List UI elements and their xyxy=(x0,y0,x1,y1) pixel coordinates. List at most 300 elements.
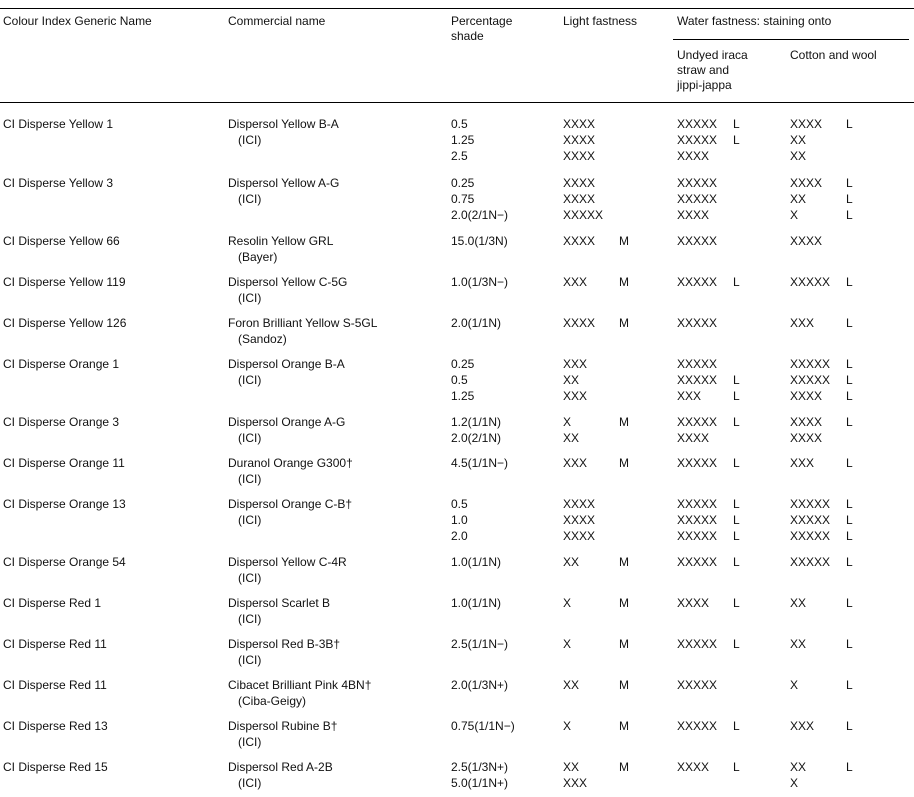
cotton-wool-staining-rating: XXXXX xyxy=(790,357,831,371)
percentage-shade: 2.5(1/3N+) xyxy=(451,760,509,774)
light-fastness-marker: M xyxy=(619,719,629,733)
cotton-wool-staining-rating: XX xyxy=(790,192,807,206)
light-fastness-rating: XX xyxy=(563,678,580,692)
light-fastness-rating: XXX xyxy=(563,776,588,790)
undyed-straw-staining-line xyxy=(677,554,740,570)
percentage-shade-cell xyxy=(451,175,508,223)
light-fastness-cell xyxy=(563,718,629,734)
percentage-shade: 1.0(1/1N) xyxy=(451,555,502,569)
cotton-wool-staining-marker: L xyxy=(846,357,853,371)
percentage-shade-cell xyxy=(451,315,501,331)
light-fastness-line xyxy=(563,207,603,223)
percentage-shade-cell xyxy=(451,116,474,164)
light-fastness-line xyxy=(563,636,629,652)
cotton-wool-staining-rating: XXXXX xyxy=(790,275,831,289)
light-fastness-marker: M xyxy=(619,456,629,470)
commercial-name-cell xyxy=(228,595,330,627)
undyed-straw-staining-cell xyxy=(677,116,740,164)
generic-name: CI Disperse Red 13 xyxy=(3,719,108,733)
generic-name: CI Disperse Orange 54 xyxy=(3,555,126,569)
cotton-wool-staining-marker: L xyxy=(846,555,853,569)
percentage-shade-cell xyxy=(451,233,508,249)
generic-name: CI Disperse Red 11 xyxy=(3,678,107,692)
undyed-straw-staining-line xyxy=(677,430,717,446)
percentage-shade-cell xyxy=(451,455,508,471)
undyed-straw-staining-rating: XXXXX xyxy=(677,117,718,131)
undyed-straw-staining-marker: L xyxy=(733,719,740,733)
undyed-straw-staining-marker: L xyxy=(733,415,740,429)
commercial-name: Dispersol Yellow C-5G xyxy=(228,275,348,289)
manufacturer: (Ciba-Geigy) xyxy=(238,694,307,708)
cotton-wool-staining-line xyxy=(790,148,822,164)
percentage-shade: 1.2(1/1N) xyxy=(451,415,502,429)
manufacturer: (ICI) xyxy=(238,653,262,667)
light-fastness-marker: M xyxy=(619,316,629,330)
undyed-straw-staining-rating: XXXXX xyxy=(677,456,718,470)
undyed-straw-staining-line xyxy=(677,191,717,207)
undyed-straw-staining-cell xyxy=(677,356,740,404)
light-fastness-line xyxy=(563,759,629,775)
percentage-shade-cell xyxy=(451,636,508,652)
cotton-wool-staining-line xyxy=(790,759,853,775)
cotton-wool-staining-cell xyxy=(790,677,853,693)
undyed-straw-staining-marker: L xyxy=(733,529,740,543)
light-fastness-line xyxy=(563,388,587,404)
undyed-straw-staining-line xyxy=(677,132,740,148)
undyed-straw-staining-line xyxy=(677,207,717,223)
cotton-wool-staining-rating: XXX xyxy=(790,719,815,733)
commercial-name: Dispersol Red B-3B† xyxy=(228,637,341,651)
cotton-wool-staining-rating: XXXXX xyxy=(790,373,831,387)
undyed-straw-staining-rating: XXXXX xyxy=(677,513,718,527)
percentage-shade: 2.0(2/1N−) xyxy=(451,208,509,222)
manufacturer: (ICI) xyxy=(238,571,262,585)
cotton-wool-staining-marker: L xyxy=(846,719,853,733)
percentage-shade-cell xyxy=(451,414,501,446)
light-fastness-cell xyxy=(563,636,629,652)
light-fastness-rating: XXXX xyxy=(563,513,596,527)
cotton-wool-staining-rating: XX xyxy=(790,637,807,651)
percentage-shade: 15.0(1/3N) xyxy=(451,234,508,248)
undyed-straw-staining-cell xyxy=(677,496,740,544)
percentage-shade-cell xyxy=(451,595,501,611)
light-fastness-marker: M xyxy=(619,760,629,774)
cotton-wool-staining-marker: L xyxy=(846,596,853,610)
cotton-wool-staining-rating: X xyxy=(790,678,799,692)
cotton-wool-staining-rating: X xyxy=(790,208,799,222)
commercial-name-cell xyxy=(228,455,353,487)
percentage-shade: 0.5 xyxy=(451,497,468,511)
light-fastness-rating: XXXX xyxy=(563,133,596,147)
light-fastness-cell xyxy=(563,315,629,331)
percentage-shade: 2.0(1/3N+) xyxy=(451,678,509,692)
water-fastness-subrule xyxy=(673,39,909,40)
light-fastness-line xyxy=(563,718,629,734)
light-fastness-rating: X xyxy=(563,415,572,429)
undyed-straw-staining-marker: L xyxy=(733,275,740,289)
manufacturer: (ICI) xyxy=(238,133,262,147)
percentage-shade: 1.0(1/3N−) xyxy=(451,275,509,289)
light-fastness-cell xyxy=(563,677,629,693)
light-fastness-line xyxy=(563,677,629,693)
undyed-straw-staining-rating: XXXXX xyxy=(677,415,718,429)
manufacturer: (ICI) xyxy=(238,472,262,486)
cotton-wool-staining-marker: L xyxy=(846,192,853,206)
light-fastness-marker: M xyxy=(619,275,629,289)
cotton-wool-staining-cell xyxy=(790,414,853,446)
commercial-name-cell xyxy=(228,496,352,528)
undyed-straw-staining-marker: L xyxy=(733,513,740,527)
cotton-wool-staining-cell xyxy=(790,554,853,570)
commercial-name: Foron Brilliant Yellow S-5GL xyxy=(228,316,378,330)
manufacturer: (ICI) xyxy=(238,776,262,790)
commercial-name-cell xyxy=(228,274,347,306)
undyed-straw-staining-line xyxy=(677,759,740,775)
undyed-straw-staining-cell xyxy=(677,233,717,249)
light-fastness-marker: M xyxy=(619,555,629,569)
light-fastness-line xyxy=(563,148,595,164)
cotton-wool-staining-cell xyxy=(790,636,853,652)
percentage-shade: 2.0(2/1N) xyxy=(451,431,502,445)
cotton-wool-staining-marker: L xyxy=(846,456,853,470)
cotton-wool-staining-line xyxy=(790,775,806,791)
cotton-wool-staining-line xyxy=(790,677,853,693)
cotton-wool-staining-marker: L xyxy=(846,275,853,289)
cotton-wool-staining-rating: XXXX xyxy=(790,389,823,403)
header-water-fastness: Water fastness: staining onto xyxy=(677,14,832,28)
cotton-wool-staining-cell xyxy=(790,274,853,290)
light-fastness-line xyxy=(563,430,579,446)
cotton-wool-staining-rating: X xyxy=(790,776,799,790)
cotton-wool-staining-marker: L xyxy=(846,415,853,429)
cotton-wool-staining-line xyxy=(790,233,822,249)
light-fastness-cell xyxy=(563,414,629,446)
light-fastness-rating: XXX xyxy=(563,357,588,371)
commercial-name: Dispersol Orange C-B† xyxy=(228,497,353,511)
generic-name: CI Disperse Orange 13 xyxy=(3,497,126,511)
commercial-name-cell xyxy=(228,414,345,446)
light-fastness-line xyxy=(563,372,587,388)
light-fastness-line xyxy=(563,191,603,207)
percentage-shade: 1.0(1/1N) xyxy=(451,596,502,610)
undyed-straw-staining-cell xyxy=(677,315,717,331)
cotton-wool-staining-rating: XXX xyxy=(790,456,815,470)
undyed-straw-staining-line xyxy=(677,595,740,611)
percentage-shade: 2.0 xyxy=(451,529,468,543)
percentage-shade: 0.25 xyxy=(451,176,475,190)
light-fastness-rating: XX xyxy=(563,431,580,445)
percentage-shade: 0.75 xyxy=(451,192,475,206)
cotton-wool-staining-rating: XXXXX xyxy=(790,555,831,569)
undyed-straw-staining-cell xyxy=(677,414,740,446)
commercial-name-cell xyxy=(228,554,347,586)
light-fastness-line xyxy=(563,414,629,430)
undyed-straw-staining-line xyxy=(677,315,717,331)
undyed-straw-staining-cell xyxy=(677,175,717,223)
cotton-wool-staining-marker: L xyxy=(846,637,853,651)
light-fastness-line xyxy=(563,775,587,791)
undyed-straw-staining-marker: L xyxy=(733,555,740,569)
undyed-straw-staining-rating: XXXX xyxy=(677,596,710,610)
undyed-straw-staining-marker: L xyxy=(733,456,740,470)
light-fastness-rating: XX xyxy=(563,555,580,569)
percentage-shade: 1.25 xyxy=(451,389,475,403)
undyed-straw-staining-line xyxy=(677,356,717,372)
undyed-straw-staining-rating: XXXXX xyxy=(677,719,718,733)
cotton-wool-staining-cell xyxy=(790,718,853,734)
undyed-straw-staining-rating: XXXX xyxy=(677,760,710,774)
undyed-straw-staining-rating: XXX xyxy=(677,389,702,403)
cotton-wool-staining-rating: XXXX xyxy=(790,176,823,190)
percentage-shade: 1.25 xyxy=(451,133,475,147)
commercial-name-cell xyxy=(228,356,345,388)
light-fastness-marker: M xyxy=(619,415,629,429)
generic-name: CI Disperse Yellow 3 xyxy=(3,176,114,190)
undyed-straw-staining-rating: XXXXX xyxy=(677,678,718,692)
light-fastness-rating: XXXX xyxy=(563,529,596,543)
commercial-name: Dispersol Rubine B† xyxy=(228,719,338,733)
undyed-straw-staining-rating: XXXXX xyxy=(677,275,718,289)
cotton-wool-staining-rating: XXXX xyxy=(790,117,823,131)
header-rule xyxy=(0,102,914,103)
percentage-shade: 2.5 xyxy=(451,149,468,163)
light-fastness-rating: XXX xyxy=(563,275,588,289)
undyed-straw-staining-cell xyxy=(677,718,740,734)
header-generic-name: Colour Index Generic Name xyxy=(3,14,152,28)
cotton-wool-staining-line xyxy=(790,132,822,148)
manufacturer: (ICI) xyxy=(238,735,262,749)
undyed-straw-staining-line xyxy=(677,718,740,734)
undyed-straw-staining-marker: L xyxy=(733,389,740,403)
undyed-straw-staining-rating: XXXX xyxy=(677,208,710,222)
top-rule xyxy=(0,8,914,9)
light-fastness-marker: M xyxy=(619,596,629,610)
generic-name: CI Disperse Red 15 xyxy=(3,760,108,774)
percentage-shade-cell xyxy=(451,718,515,734)
generic-name: CI Disperse Orange 1 xyxy=(3,357,120,371)
commercial-name: Dispersol Yellow B-A xyxy=(228,117,339,131)
undyed-straw-staining-rating: XXXXX xyxy=(677,373,718,387)
cotton-wool-staining-line xyxy=(790,191,853,207)
light-fastness-cell xyxy=(563,496,595,544)
undyed-straw-staining-line xyxy=(677,233,717,249)
light-fastness-cell xyxy=(563,759,629,791)
cotton-wool-staining-marker: L xyxy=(846,316,853,330)
cotton-wool-staining-rating: XX xyxy=(790,149,807,163)
undyed-straw-staining-marker: L xyxy=(733,760,740,774)
cotton-wool-staining-marker: L xyxy=(846,373,853,387)
cotton-wool-staining-marker: L xyxy=(846,760,853,774)
cotton-wool-staining-line xyxy=(790,116,853,132)
undyed-straw-staining-marker: L xyxy=(733,637,740,651)
light-fastness-marker: M xyxy=(619,678,629,692)
percentage-shade-cell xyxy=(451,677,508,693)
undyed-straw-staining-cell xyxy=(677,759,740,791)
undyed-straw-staining-line xyxy=(677,372,740,388)
commercial-name-cell xyxy=(228,677,371,709)
commercial-name: Dispersol Red A-2B xyxy=(228,760,333,774)
light-fastness-line xyxy=(563,274,629,290)
header-light-fastness: Light fastness xyxy=(563,14,638,28)
undyed-straw-staining-rating: XXXXX xyxy=(677,637,718,651)
cotton-wool-staining-rating: XXXXX xyxy=(790,497,831,511)
cotton-wool-staining-rating: XX xyxy=(790,133,807,147)
percentage-shade-cell xyxy=(451,759,508,791)
commercial-name: Duranol Orange G300† xyxy=(228,456,353,470)
undyed-straw-staining-marker: L xyxy=(733,117,740,131)
light-fastness-rating: XXXX xyxy=(563,117,596,131)
cotton-wool-staining-line xyxy=(790,175,853,191)
undyed-straw-staining-cell xyxy=(677,274,740,290)
commercial-name: Dispersol Scarlet B xyxy=(228,596,331,610)
cotton-wool-staining-line xyxy=(790,718,853,734)
undyed-straw-staining-rating: XXXXX xyxy=(677,555,718,569)
light-fastness-cell xyxy=(563,116,595,164)
commercial-name-cell xyxy=(228,315,377,347)
percentage-shade: 4.5(1/1N−) xyxy=(451,456,509,470)
cotton-wool-staining-marker: L xyxy=(846,529,853,543)
cotton-wool-staining-marker: L xyxy=(846,497,853,511)
undyed-straw-staining-rating: XXXXX xyxy=(677,133,718,147)
cotton-wool-staining-marker: L xyxy=(846,176,853,190)
generic-name: CI Disperse Yellow 1 xyxy=(3,117,114,131)
cotton-wool-staining-line xyxy=(790,528,853,544)
manufacturer: (ICI) xyxy=(238,192,262,206)
commercial-name-cell xyxy=(228,759,333,791)
cotton-wool-staining-rating: XXXXX xyxy=(790,513,831,527)
undyed-straw-staining-rating: XXXXX xyxy=(677,497,718,511)
commercial-name: Dispersol Orange B-A xyxy=(228,357,345,371)
light-fastness-cell xyxy=(563,595,629,611)
undyed-straw-staining-line xyxy=(677,388,740,404)
commercial-name-cell xyxy=(228,233,333,265)
commercial-name-cell xyxy=(228,636,340,668)
light-fastness-rating: X xyxy=(563,637,572,651)
cotton-wool-staining-cell xyxy=(790,455,853,471)
undyed-straw-staining-rating: XXXXX xyxy=(677,234,718,248)
generic-name: CI Disperse Yellow 119 xyxy=(3,275,126,289)
cotton-wool-staining-rating: XXX xyxy=(790,316,815,330)
undyed-straw-staining-line xyxy=(677,274,740,290)
cotton-wool-staining-line xyxy=(790,496,853,512)
percentage-shade-cell xyxy=(451,496,468,544)
light-fastness-cell xyxy=(563,356,587,404)
header-percentage-shade: Percentage shade xyxy=(451,14,513,43)
undyed-straw-staining-line xyxy=(677,677,717,693)
cotton-wool-staining-line xyxy=(790,414,853,430)
undyed-straw-staining-rating: XXXXX xyxy=(677,357,718,371)
percentage-shade: 0.5 xyxy=(451,373,468,387)
cotton-wool-staining-cell xyxy=(790,233,822,249)
percentage-shade: 2.0(1/1N) xyxy=(451,316,502,330)
undyed-straw-staining-rating: XXXXX xyxy=(677,176,718,190)
percentage-shade-cell xyxy=(451,356,474,404)
light-fastness-marker: M xyxy=(619,234,629,248)
light-fastness-rating: XX xyxy=(563,373,580,387)
percentage-shade-cell xyxy=(451,274,508,290)
header-undyed-straw: Undyed iraca straw and jippi-jappa xyxy=(677,48,748,92)
undyed-straw-staining-rating: XXXXX xyxy=(677,529,718,543)
commercial-name-cell xyxy=(228,175,339,207)
manufacturer: (ICI) xyxy=(238,291,262,305)
header-cotton-wool: Cotton and wool xyxy=(790,48,877,62)
undyed-straw-staining-line xyxy=(677,148,717,164)
commercial-name: Resolin Yellow GRL xyxy=(228,234,334,248)
undyed-straw-staining-cell xyxy=(677,636,740,652)
light-fastness-line xyxy=(563,356,587,372)
generic-name: CI Disperse Yellow 66 xyxy=(3,234,120,248)
cotton-wool-staining-marker: L xyxy=(846,513,853,527)
commercial-name-cell xyxy=(228,718,337,750)
manufacturer: (ICI) xyxy=(238,431,262,445)
light-fastness-marker: M xyxy=(619,637,629,651)
light-fastness-line xyxy=(563,528,595,544)
light-fastness-line xyxy=(563,315,629,331)
light-fastness-rating: XXX xyxy=(563,456,588,470)
light-fastness-line xyxy=(563,132,595,148)
light-fastness-cell xyxy=(563,175,603,223)
light-fastness-rating: XXX xyxy=(563,389,588,403)
cotton-wool-staining-line xyxy=(790,430,822,446)
light-fastness-line xyxy=(563,116,595,132)
cotton-wool-staining-cell xyxy=(790,496,853,544)
light-fastness-rating: XX xyxy=(563,760,580,774)
light-fastness-rating: X xyxy=(563,719,572,733)
undyed-straw-staining-line xyxy=(677,455,740,471)
commercial-name: Dispersol Yellow A-G xyxy=(228,176,340,190)
generic-name: CI Disperse Yellow 126 xyxy=(3,316,127,330)
light-fastness-cell xyxy=(563,455,629,471)
light-fastness-rating: XXXX xyxy=(563,497,596,511)
light-fastness-rating: XXXX xyxy=(563,176,596,190)
light-fastness-rating: XXXX xyxy=(563,316,596,330)
undyed-straw-staining-cell xyxy=(677,595,740,611)
undyed-straw-staining-rating: XXXX xyxy=(677,431,710,445)
cotton-wool-staining-line xyxy=(790,554,853,570)
light-fastness-cell xyxy=(563,554,629,570)
commercial-name: Dispersol Yellow C-4R xyxy=(228,555,347,569)
manufacturer: (ICI) xyxy=(238,373,262,387)
percentage-shade: 1.0 xyxy=(451,513,468,527)
percentage-shade: 2.5(1/1N−) xyxy=(451,637,509,651)
light-fastness-line xyxy=(563,595,629,611)
light-fastness-line xyxy=(563,554,629,570)
percentage-shade: 5.0(1/1N+) xyxy=(451,776,509,790)
cotton-wool-staining-line xyxy=(790,455,853,471)
cotton-wool-staining-line xyxy=(790,512,853,528)
cotton-wool-staining-line xyxy=(790,636,853,652)
header-commercial-name: Commercial name xyxy=(228,14,326,28)
undyed-straw-staining-marker: L xyxy=(733,133,740,147)
percentage-shade-cell xyxy=(451,554,501,570)
cotton-wool-staining-line xyxy=(790,356,853,372)
undyed-straw-staining-line xyxy=(677,496,740,512)
cotton-wool-staining-cell xyxy=(790,116,853,164)
light-fastness-rating: XXXXX xyxy=(563,208,604,222)
undyed-straw-staining-line xyxy=(677,116,740,132)
cotton-wool-staining-marker: L xyxy=(846,389,853,403)
manufacturer: (Bayer) xyxy=(238,250,278,264)
undyed-straw-staining-marker: L xyxy=(733,497,740,511)
commercial-name: Cibacet Brilliant Pink 4BN† xyxy=(228,678,372,692)
light-fastness-rating: X xyxy=(563,596,572,610)
undyed-straw-staining-rating: XXXXX xyxy=(677,192,718,206)
undyed-straw-staining-line xyxy=(677,528,740,544)
percentage-shade: 0.5 xyxy=(451,117,468,131)
cotton-wool-staining-cell xyxy=(790,315,853,331)
percentage-shade: 0.25 xyxy=(451,357,475,371)
generic-name: CI Disperse Red 11 xyxy=(3,637,107,651)
